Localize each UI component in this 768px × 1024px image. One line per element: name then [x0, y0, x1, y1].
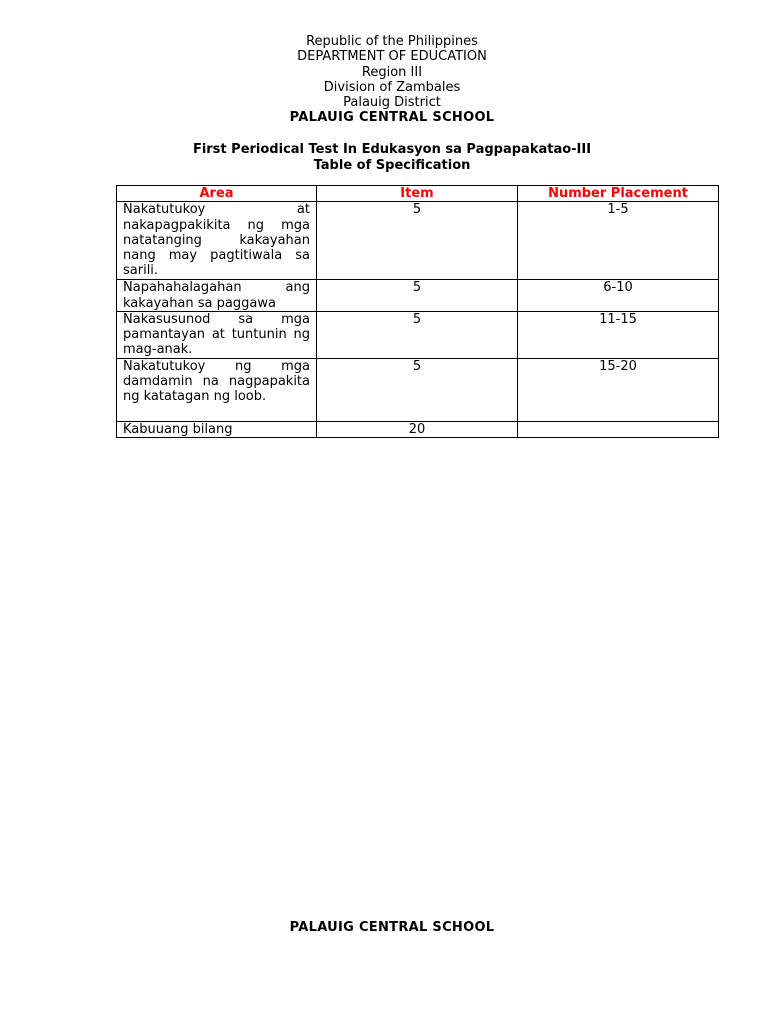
document-titles — [0, 142, 768, 173]
cell-area: Nakasusunod sa mga pamantayan at tuntunin ng mag-anak. — [117, 311, 317, 358]
table-subtitle: Table of Specification — [313, 157, 471, 173]
header-item: Item — [317, 186, 518, 202]
table-row — [117, 280, 719, 312]
department-line: DEPARTMENT OF EDUCATION — [297, 49, 487, 65]
specification-table — [116, 185, 719, 438]
footer-school-name: PALAUIG CENTRAL SCHOOL — [289, 920, 495, 935]
district-line: Palauig District — [343, 95, 441, 111]
cell-item: 5 — [317, 280, 518, 312]
cell-area: Nakatutukoy ng mga damdamin na nagpapakita ng katatagan ng loob. — [117, 358, 317, 421]
header-number-placement: Number Placement — [518, 186, 719, 202]
cell-item: 5 — [317, 202, 518, 280]
region-line: Region III — [361, 64, 423, 80]
cell-placement: 11-15 — [518, 311, 719, 358]
table-row — [117, 311, 719, 358]
cell-total-items: 20 — [317, 421, 518, 437]
cell-area: Napahahalagahan ang kakayahan sa paggawa — [117, 280, 317, 312]
cell-item: 5 — [317, 358, 518, 421]
country-line: Republic of the Philippines — [306, 34, 478, 49]
table-header-row — [117, 186, 719, 202]
school-name: PALAUIG CENTRAL SCHOOL — [289, 110, 495, 126]
cell-area: Nakatutukoy at nakapagpakikita ng mga natatanging kakayahan nang may pagtitiwala sa sarili. — [117, 202, 317, 280]
table-total-row — [117, 421, 719, 437]
division-line: Division of Zambales — [323, 79, 461, 95]
cell-total-placement — [518, 421, 719, 437]
cell-item: 5 — [317, 311, 518, 358]
header-area: Area — [117, 186, 317, 202]
document-header — [0, 34, 768, 126]
test-title: First Periodical Test In Edukasyon sa Pagpapakatao-III — [192, 142, 592, 157]
table-row — [117, 358, 719, 421]
cell-placement: 6-10 — [518, 280, 719, 312]
cell-placement: 1-5 — [518, 202, 719, 280]
cell-placement: 15-20 — [518, 358, 719, 421]
table-row — [117, 202, 719, 280]
cell-total-label: Kabuuang bilang — [117, 421, 317, 437]
